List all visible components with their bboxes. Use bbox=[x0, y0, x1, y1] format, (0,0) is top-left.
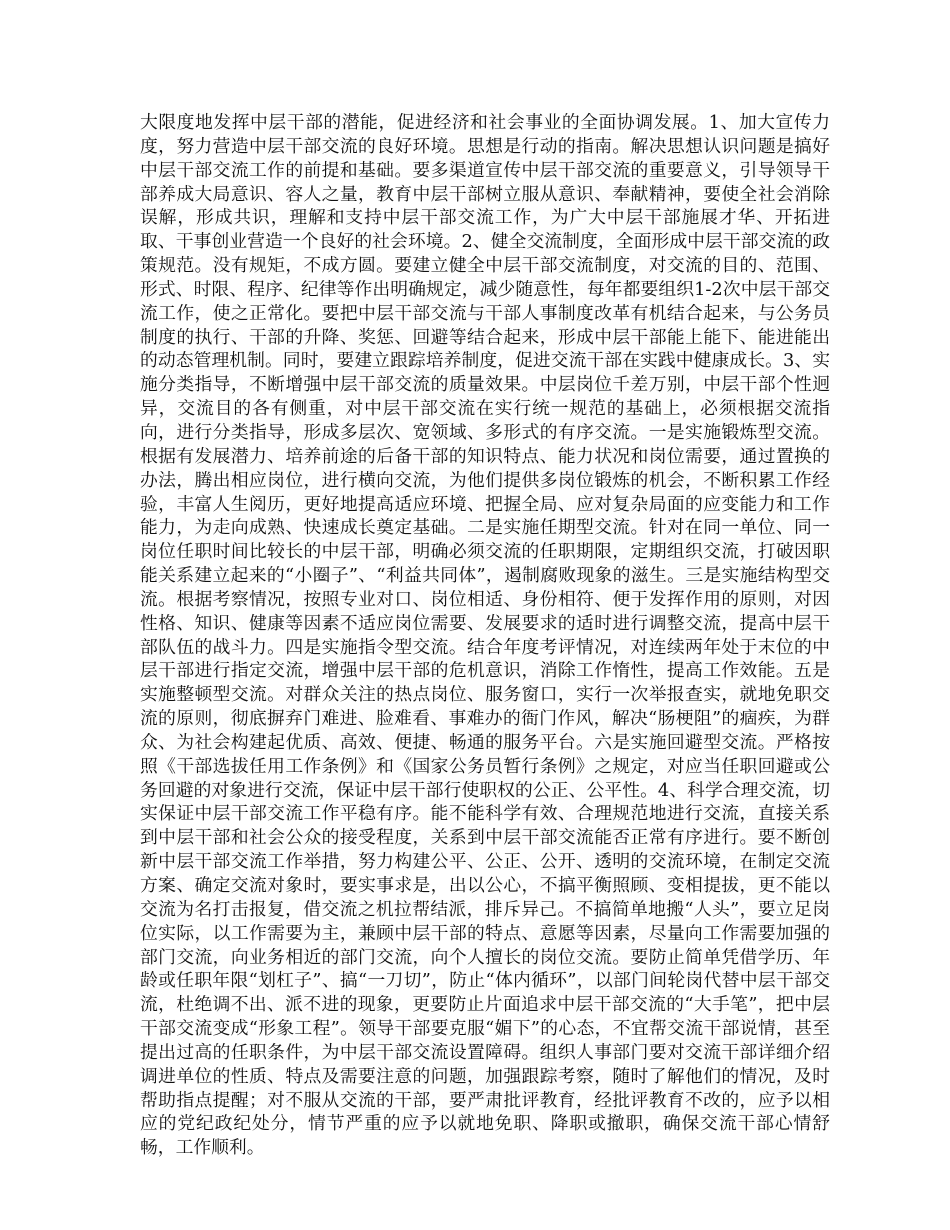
body-paragraph: 大限度地发挥中层干部的潜能，促进经济和社会事业的全面协调发展。1、加大宣传力度，努力营造中层干部交流的良好环境。思想是行动的指南。解决思想认识问题是搞好中层干部交流工作的前提和基础。要多渠道宣传中层干部交流的重要意义，引导领导干部养成大局意识、容人之量，教育中层干部树立服从意识、奉献精神，要使全社会消除误解，形成共识，理解和支持中层干部交流工作，为广大中层干部施展才华、开拓进取、干事创业营造一个良好的社会环境。2、健全交流制度，全面形成中层干部交流的政策规范。没有规矩，不成方圆。要建立健全中层干部交流制度，对交流的目的、范围、形式、时限、程序、纪律等作出明确规定，减少随意性，每年都要组织1-2次中层干部交流工作，使之正常化。要把中层干部交流与干部人事制度改革有机结合起来，与公务员制度的执行、干部的升降、奖惩、回避等结合起来，形成中层干部能上能下、能进能出的动态管理机制。同时，要建立跟踪培养制度，促进交流干部在实践中健康成长。3、实施分类指导，不断增强中层干部交流的质量效果。中层岗位千差万别，中层干部个性迥异，交流目的各有侧重，对中层干部交流在实行统一规范的基础上，必须根据交流指向，进行分类指导，形成多层次、宽领域、多形式的有序交流。一是实施锻炼型交流。根据有发展潜力、培养前途的后备干部的知识特点、能力状况和岗位需要，通过置换的办法，腾出相应岗位，进行横向交流，为他们提供多岗位锻炼的机会，不断积累工作经验，丰富人生阅历，更好地提高适应环境、把握全局、应对复杂局面的应变能力和工作能力，为走向成熟、快速成长奠定基础。二是实施任期型交流。针对在同一单位、同一岗位任职时间比较长的中层干部，明确必须交流的任职期限，定期组织交流，打破因职能关系建立起来的“小圈子”、“利益共同体”，遏制腐败现象的滋生。三是实施结构型交流。根据考察情况，按照专业对口、岗位相适、身份相符、便于发挥作用的原则，对因性格、知识、健康等因素不适应岗位需要、发展要求的适时进行调整交流，提高中层干部队伍的战斗力。四是实施指令型交流。结合年度考评情况，对连续两年处于末位的中层干部进行指定交流，增强中层干部的危机意识，消除工作惰性，提高工作效能。五是实施整顿型交流。对群众关注的热点岗位、服务窗口，实行一次举报查实，就地免职交流的原则，彻底摒弃门难进、脸难看、事难办的衙门作风，解决“肠梗阻”的痼疾，为群众、为社会构建起优质、高效、便捷、畅通的服务平台。六是实施回避型交流。严格按照《干部选拔任用工作条例》和《国家公务员暂行条例》之规定，对应当任职回避或公务回避的对象进行交流，保证中层干部行使职权的公正、公平性。4、科学合理交流，切实保证中层干部交流工作平稳有序。能不能科学有效、合理规范地进行交流，直接关系到中层干部和社会公众的接受程度，关系到中层干部交流能否正常有序进行。要不断创新中层干部交流工作举措，努力构建公平、公正、公开、透明的交流环境，在制定交流方案、确定交流对象时，要实事求是，出以公心，不搞平衡照顾、变相提拔，更不能以交流为名打击报复，借交流之机拉帮结派，排斥异己。不搞简单地搬“人头”，要立足岗位实际，以工作需要为主，兼顾中层干部的特点、意愿等因素，尽量向工作需要加强的部门交流，向业务相近的部门交流，向个人擅长的岗位交流。要防止简单凭借学历、年龄或任职年限“划杠子”、搞“一刀切”，防止“体内循环”，以部门间轮岗代替中层干部交流，杜绝调不出、派不进的现象，更要防止片面追求中层干部交流的“大手笔”，把中层干部交流变成“形象工程”。领导干部要克服“媚下”的心态，不宜帮交流干部说情，甚至提出过高的任职条件，为中层干部交流设置障碍。组织人事部门要对交流干部详细介绍调进单位的性质、特点及需要注意的问题，加强跟踪考察，随时了解他们的情况，及时帮助指点提醒；对不服从交流的干部，要严肃批评教育，经批评教育不改的，应予以相应的党纪政纪处分，情节严重的应予以就地免职、降职或撤职，确保交流干部心情舒畅，工作顺利。 bbox=[140, 112, 830, 1159]
